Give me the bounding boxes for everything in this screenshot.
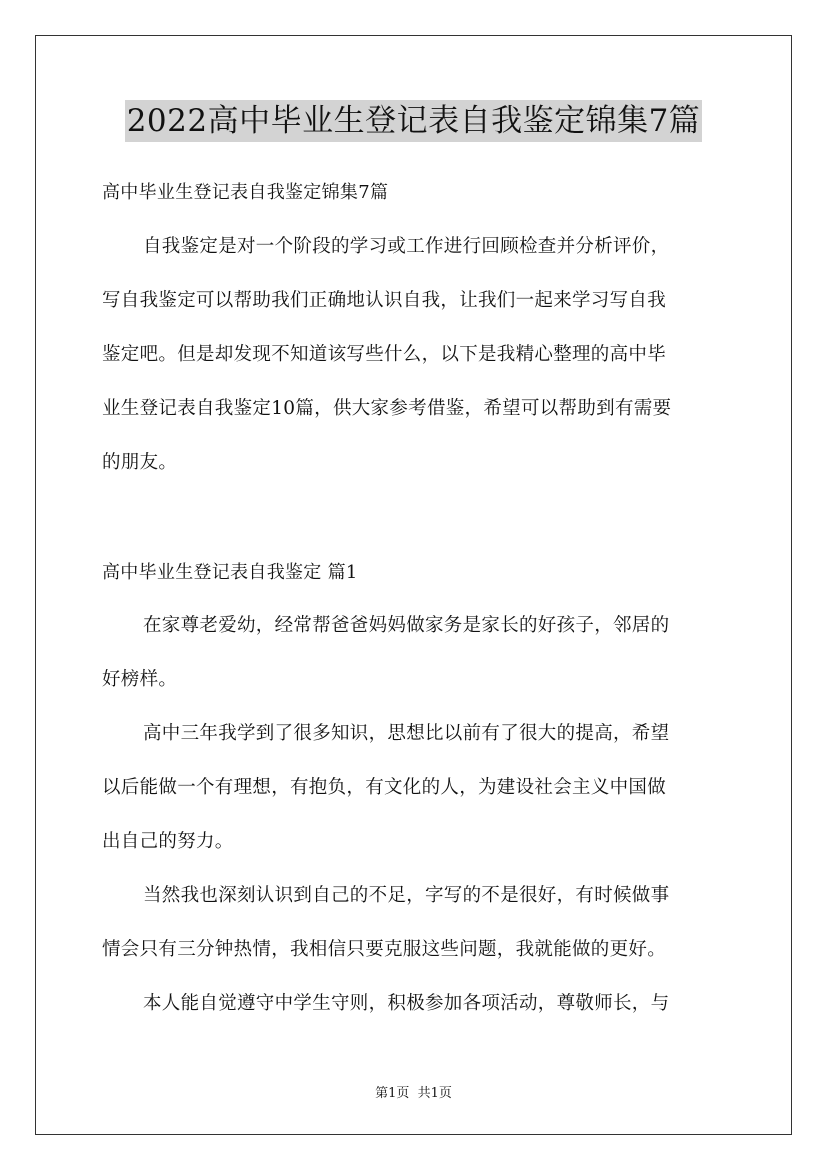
document-subtitle: 高中毕业生登记表自我鉴定锦集7篇 xyxy=(102,182,389,203)
paragraph-line: 本人能自觉遵守中学生守则，积极参加各项活动，尊敬师长，与 xyxy=(143,993,670,1014)
document-title: 2022高中毕业生登记表自我鉴定锦集7篇 xyxy=(125,100,703,142)
paragraph-line: 当然我也深刻认识到自己的不足，字写的不是很好，有时候做事 xyxy=(143,885,670,906)
section-heading: 高中毕业生登记表自我鉴定 篇1 xyxy=(102,562,358,583)
paragraph-line: 高中三年我学到了很多知识，思想比以前有了很大的提高，希望 xyxy=(143,723,670,744)
title-container xyxy=(0,100,827,142)
paragraph-line: 好榜样。 xyxy=(102,669,178,690)
paragraph-line: 情会只有三分钟热情，我相信只要克服这些问题，我就能做的更好。 xyxy=(102,939,667,960)
paragraph-line: 鉴定吧。但是却发现不知道该写些什么，以下是我精心整理的高中毕 xyxy=(102,344,667,365)
paragraph-line: 的朋友。 xyxy=(102,452,178,473)
paragraph-line: 出自己的努力。 xyxy=(102,831,234,852)
paragraph-line: 在家尊老爱幼，经常帮爸爸妈妈做家务是家长的好孩子，邻居的 xyxy=(143,615,670,636)
paragraph-line: 写自我鉴定可以帮助我们正确地认识自我，让我们一起来学习写自我 xyxy=(102,290,667,311)
paragraph-line: 自我鉴定是对一个阶段的学习或工作进行回顾检查并分析评价， xyxy=(143,236,670,257)
paragraph-line: 以后能做一个有理想，有抱负，有文化的人，为建设社会主义中国做 xyxy=(102,777,667,798)
paragraph-line: 业生登记表自我鉴定10篇，供大家参考借鉴，希望可以帮助到有需要 xyxy=(102,398,672,419)
page-footer: 第1页 共1页 xyxy=(375,1086,452,1101)
